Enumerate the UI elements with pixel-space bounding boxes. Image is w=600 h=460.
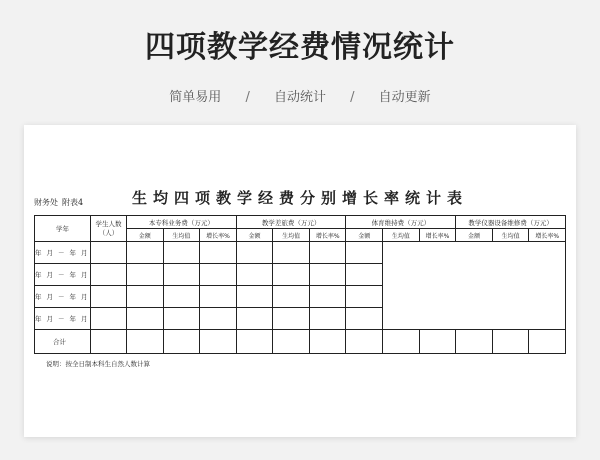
table-cell[interactable] bbox=[236, 286, 273, 308]
department-name: 财务处 bbox=[34, 198, 58, 207]
table-cell[interactable] bbox=[236, 330, 273, 354]
table-cell[interactable] bbox=[309, 308, 346, 330]
table-cell[interactable] bbox=[200, 330, 237, 354]
table-cell[interactable] bbox=[309, 242, 346, 264]
table-cell[interactable] bbox=[273, 308, 310, 330]
subheader-per-capita: 生均值 bbox=[163, 229, 200, 242]
table-cell[interactable] bbox=[163, 308, 200, 330]
subheader-amount: 金额 bbox=[236, 229, 273, 242]
table-cell[interactable] bbox=[273, 264, 310, 286]
header-year: 学年 bbox=[35, 216, 91, 242]
subheader-growth: 增长率% bbox=[200, 229, 237, 242]
table-cell[interactable] bbox=[273, 330, 310, 354]
table-cell[interactable] bbox=[200, 308, 237, 330]
table-cell[interactable] bbox=[127, 264, 164, 286]
table-cell[interactable] bbox=[163, 242, 200, 264]
table-cell[interactable] bbox=[236, 242, 273, 264]
subheader-growth: 增长率% bbox=[419, 229, 456, 242]
statistics-table bbox=[34, 215, 566, 354]
table-note: 说明：按全日制本科生自然人数计算 bbox=[46, 360, 150, 368]
table-cell[interactable] bbox=[200, 264, 237, 286]
subheader-amount: 金额 bbox=[346, 229, 383, 242]
table-cell[interactable] bbox=[127, 330, 164, 354]
table-cell[interactable] bbox=[200, 242, 237, 264]
subheader-per-capita: 生均值 bbox=[383, 229, 420, 242]
total-row bbox=[35, 330, 566, 354]
attachment-number: 附表4 bbox=[62, 198, 84, 207]
table-cell[interactable] bbox=[273, 242, 310, 264]
table-cell[interactable] bbox=[91, 330, 127, 354]
subheader-amount: 金额 bbox=[456, 229, 493, 242]
table-cell[interactable] bbox=[492, 330, 529, 354]
table-cell[interactable] bbox=[127, 242, 164, 264]
header-group-travel: 教学差旅费（万元） bbox=[236, 216, 346, 229]
tag-easy: 简单易用 bbox=[169, 90, 222, 105]
table-cell[interactable] bbox=[200, 286, 237, 308]
table-cell[interactable] bbox=[236, 264, 273, 286]
header-group-equipment: 教学仪器设备维修费（万元） bbox=[456, 216, 566, 229]
table-cell[interactable] bbox=[91, 286, 127, 308]
tag-separator: / bbox=[350, 90, 355, 105]
table-cell[interactable] bbox=[346, 286, 383, 308]
table-cell[interactable] bbox=[163, 330, 200, 354]
tag-separator: / bbox=[245, 90, 250, 105]
table-row bbox=[35, 242, 566, 264]
table-cell[interactable] bbox=[456, 330, 493, 354]
table-cell[interactable] bbox=[346, 308, 383, 330]
table-cell[interactable] bbox=[309, 264, 346, 286]
total-label: 合计 bbox=[35, 330, 91, 354]
page-title: 四项教学经费情况统计 bbox=[145, 30, 455, 65]
table-cell[interactable] bbox=[127, 286, 164, 308]
year-range-cell: 年 月 － 年 月 bbox=[35, 308, 91, 330]
table-cell[interactable] bbox=[91, 264, 127, 286]
table-cell[interactable] bbox=[309, 330, 346, 354]
feature-tags bbox=[0, 86, 600, 105]
header-group-sports: 体育维持费（万元） bbox=[346, 216, 456, 229]
table-cell[interactable] bbox=[346, 330, 383, 354]
table-cell[interactable] bbox=[309, 286, 346, 308]
document-heading: 生均四项教学经费分别增长率统计表 bbox=[131, 189, 468, 207]
table-cell[interactable] bbox=[236, 308, 273, 330]
header-students: 学生人数（人） bbox=[91, 216, 127, 242]
document-preview bbox=[24, 125, 576, 437]
subheader-per-capita: 生均值 bbox=[492, 229, 529, 242]
tag-auto-update: 自动更新 bbox=[378, 90, 431, 105]
table-cell[interactable] bbox=[163, 286, 200, 308]
year-range-cell: 年 月 － 年 月 bbox=[35, 264, 91, 286]
table-cell[interactable] bbox=[346, 264, 383, 286]
year-range-cell: 年 月 － 年 月 bbox=[35, 242, 91, 264]
table-cell[interactable] bbox=[346, 242, 383, 264]
table-cell[interactable] bbox=[91, 242, 127, 264]
table-cell[interactable] bbox=[163, 264, 200, 286]
table-cell[interactable] bbox=[273, 286, 310, 308]
header-group-business: 本专科业务费（万元） bbox=[127, 216, 237, 229]
blank-area bbox=[383, 242, 566, 330]
table-cell[interactable] bbox=[383, 330, 420, 354]
year-range-cell: 年 月 － 年 月 bbox=[35, 286, 91, 308]
subheader-growth: 增长率% bbox=[529, 229, 566, 242]
table-cell[interactable] bbox=[529, 330, 566, 354]
subheader-amount: 金额 bbox=[127, 229, 164, 242]
table-cell[interactable] bbox=[419, 330, 456, 354]
table-header-row bbox=[35, 216, 566, 229]
tag-auto-stats: 自动统计 bbox=[273, 90, 326, 105]
subheader-per-capita: 生均值 bbox=[273, 229, 310, 242]
table-cell[interactable] bbox=[91, 308, 127, 330]
subheader-growth: 增长率% bbox=[309, 229, 346, 242]
table-cell[interactable] bbox=[127, 308, 164, 330]
